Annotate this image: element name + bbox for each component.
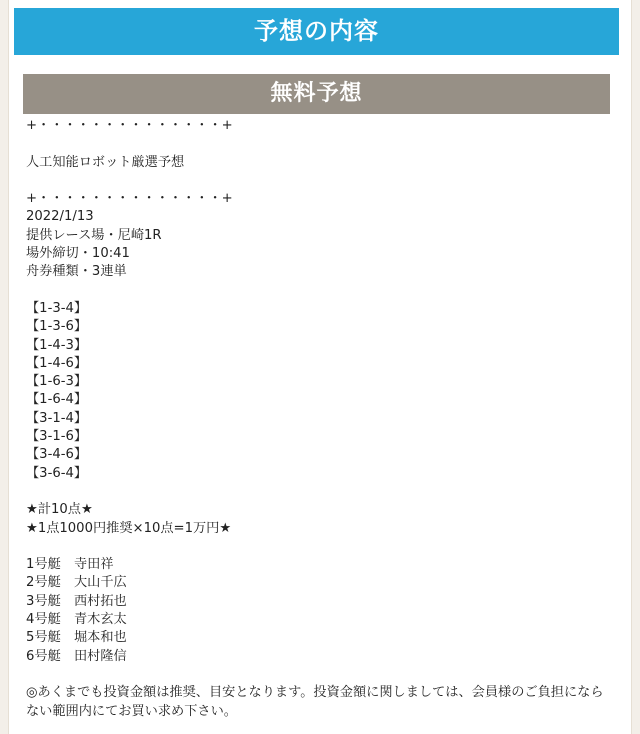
racer-entry: 2号艇 大山千広 bbox=[26, 575, 127, 591]
content-line bbox=[26, 666, 616, 684]
bet-combination: 【3-4-6】 bbox=[26, 447, 88, 463]
racer-entry: 6号艇 田村隆信 bbox=[26, 648, 127, 664]
bet-combination: 【1-6-4】 bbox=[26, 392, 88, 408]
racer-entry: 4号艇 青木玄太 bbox=[26, 612, 127, 628]
content-line bbox=[26, 483, 616, 501]
page-title: 予想の内容 bbox=[14, 8, 619, 55]
prediction-content bbox=[26, 117, 616, 721]
content-line: +・・・・・・・・・・・・・・+ bbox=[26, 191, 233, 207]
bet-combination: 【1-3-6】 bbox=[26, 319, 88, 335]
content-line: +・・・・・・・・・・・・・・+ bbox=[26, 118, 233, 133]
racer-entry: 5号艇 堀本和也 bbox=[26, 630, 127, 646]
section-title: 無料予想 bbox=[23, 74, 610, 114]
content-line bbox=[26, 172, 616, 190]
bet-combination: 【1-6-3】 bbox=[26, 374, 88, 390]
bet-combination: 【1-4-6】 bbox=[26, 355, 88, 371]
content-line bbox=[26, 538, 616, 556]
content-line bbox=[26, 282, 616, 300]
content-line: 人工知能ロボット厳選予想 bbox=[26, 154, 185, 170]
investment-note: ◎あくまでも投資金額は推奨、目安となります。投資金額に関しましては、会員様のご負担にならない範囲内にてお買い求め下さい。 bbox=[26, 685, 604, 719]
bet-combination: 【3-1-4】 bbox=[26, 410, 88, 426]
bet-combination: 【3-1-6】 bbox=[26, 429, 88, 445]
bet-combination: 【1-3-4】 bbox=[26, 300, 88, 316]
bet-combination: 【1-4-3】 bbox=[26, 337, 88, 353]
racer-entry: 1号艇 寺田祥 bbox=[26, 557, 114, 573]
recommended-stake: ★1点1000円推奨×10点=1万円★ bbox=[26, 520, 232, 536]
race-venue: 提供レース場・尼崎1R bbox=[26, 227, 162, 243]
content-line bbox=[26, 135, 616, 153]
total-points: ★計10点★ bbox=[26, 502, 93, 518]
ticket-type: 舟券種類・3連単 bbox=[26, 264, 127, 280]
racer-entry: 3号艇 西村拓也 bbox=[26, 593, 127, 609]
race-date: 2022/1/13 bbox=[26, 209, 94, 225]
bet-combination: 【3-6-4】 bbox=[26, 465, 88, 481]
deadline: 場外締切・10:41 bbox=[26, 246, 130, 262]
